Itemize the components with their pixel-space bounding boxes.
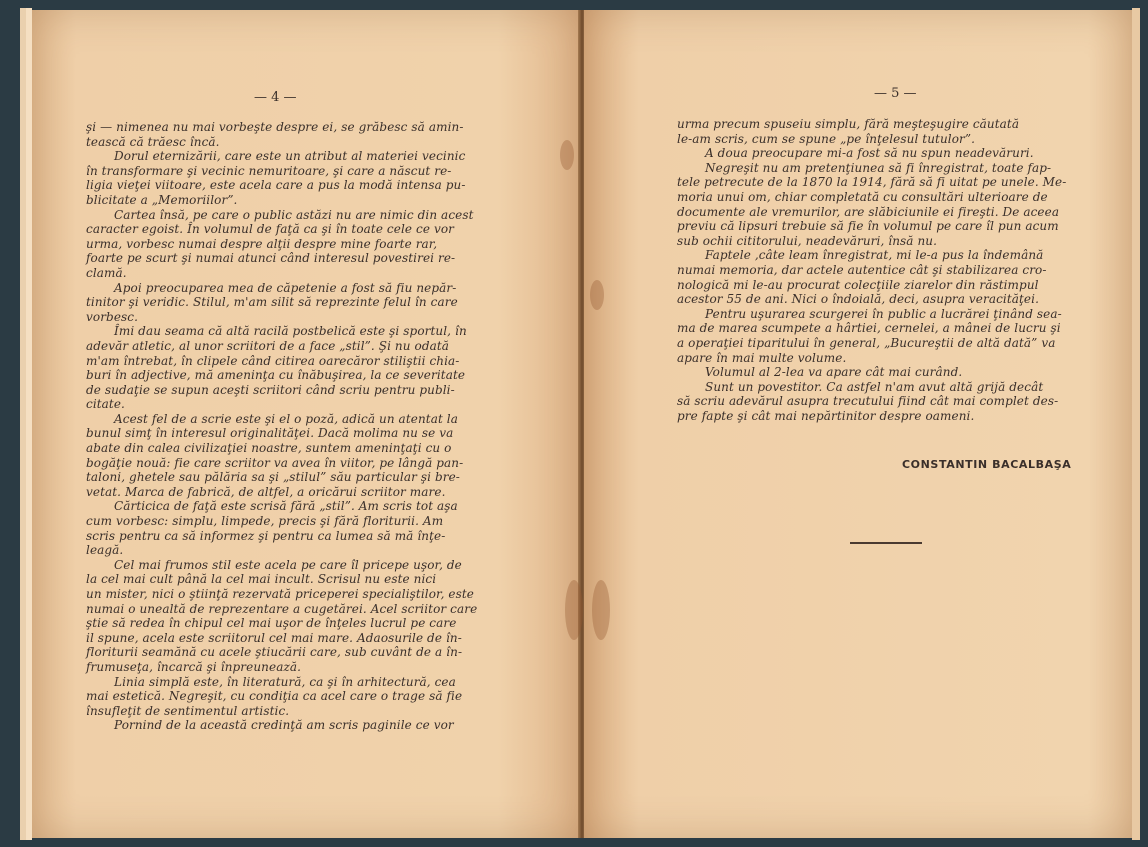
text-line: floriturii seamănă cu acele ştiucării care, sub cuvânt de a în- <box>86 645 463 660</box>
text-line: A doua preocupare mi-a fost să nu spun neadevăruri. <box>705 146 1034 161</box>
page-number-left: — 4 — <box>254 90 297 105</box>
left-page-text <box>86 120 526 733</box>
text-line: Dorul eternizării, care este un atribut al materiei vecinic <box>114 149 466 164</box>
text-line: cum vorbesc: simplu, limpede, precis şi fără floriturii. Am <box>86 514 444 529</box>
text-line: previu că lipsuri trebuie să fie în volumul pe care îl pun acum <box>677 219 1059 234</box>
text-line: citate. <box>86 397 125 412</box>
text-line: un mister, nici o ştiinţă rezervată priceperei specialiştilor, este <box>86 587 474 601</box>
text-line: il spune, acela este scriitorul cel mai mare. Adaosurile de în- <box>86 630 462 645</box>
text-line: vetat. Marca de fabrică, de altfel, a oricărui scriitor mare. <box>86 484 446 499</box>
text-line: însufleţit de sentimentul artistic. <box>86 703 290 718</box>
text-line: şi — nimenea nu mai vorbeşte despre ei, se grăbesc să amin- <box>86 120 464 134</box>
text-line: Linia simplă este, în literatură, ca şi în arhitectură, cea <box>114 674 456 689</box>
text-line: bunul simţ în interesul originalităţei. Dacă molima nu se va <box>86 426 454 441</box>
text-line: moria unui om, chiar completată cu consultări ulterioare de <box>677 189 1048 204</box>
left-page <box>32 10 580 838</box>
text-line: documente ale vremurilor, are slăbiciunile ei fireşti. De aceea <box>677 204 1060 219</box>
text-line: bogăţie nouă: fie care scriitor va avea în viitor, pe lângă pan- <box>86 455 464 470</box>
end-rule <box>850 542 922 544</box>
stain-mark <box>590 280 604 310</box>
right-page-text <box>677 117 1125 423</box>
text-line: clamă. <box>86 265 127 280</box>
text-line: frumuseţa, încarcă şi înpreunează. <box>86 659 302 674</box>
text-line: blicitate a „Memoriilor”. <box>86 192 238 207</box>
text-line: a operaţiei tiparitului în general, „Bucureştii de altă dată” va <box>677 335 1056 350</box>
text-line: să scriu adevărul asupra trecutului fiind cât mai complet des- <box>677 394 1059 409</box>
text-line: foarte pe scurt şi numai atunci când interesul povestirei re- <box>86 251 456 266</box>
text-line: Pentru uşurarea scurgerei în public a lucrărei ţinând sea- <box>705 306 1062 321</box>
page-number-right: — 5 — <box>874 86 917 101</box>
text-line: de sudaţie se supun aceşti scriitori când scriu pentru publi- <box>86 382 455 397</box>
text-line: Apoi preocuparea mea de căpetenie a fost să fiu nepăr- <box>114 280 457 295</box>
text-line: taloni, ghetele sau pălăria sa şi „stilul” său particular şi bre- <box>86 470 460 485</box>
text-line: adevăr atletic, al unor scriitori de a face „stil”. Şi nu odată <box>86 338 450 353</box>
text-line: sub ochii cititorului, neadevăruri, însă nu. <box>677 233 938 248</box>
text-line: numai o unealtă de reprezentare a cugetărei. Acel scriitor care <box>86 601 478 616</box>
text-line: abate din calea civilizaţiei noastre, suntem ameninţaţi cu o <box>86 441 452 456</box>
text-line: pre fapte şi cât mai nepărtinitor despre oameni. <box>677 408 975 423</box>
text-line: ligia vieţei viitoare, este acela care a pus la modă intensa pu- <box>86 178 466 193</box>
text-line: tele petrecute de la 1870 la 1914, fără să fi uitat pe unele. Me- <box>677 175 1067 190</box>
text-line: nologică mi le-au procurat colecţiile ziarelor din răstimpul <box>677 277 1039 292</box>
right-page <box>584 10 1132 838</box>
text-line: urma, vorbesc numai despre alţii despre mine foarte rar, <box>86 236 438 251</box>
text-line: vorbesc. <box>86 309 139 324</box>
text-line: la cel mai cult până la cel mai incult. Scrisul nu este nici <box>86 572 437 587</box>
text-line: acestor 55 de ani. Nici o îndoială, deci, asupra veracităţei. <box>677 292 1039 307</box>
text-line: tinitor şi veridic. Stilul, m'am silit să reprezinte felul în care <box>86 295 458 310</box>
text-line: numai memoria, dar actele autentice cât şi stabilizarea cro- <box>677 262 1047 277</box>
text-line: apare în mai multe volume. <box>677 350 847 365</box>
text-line: în transformare şi vecinic nemuritoare, şi care a născut re- <box>86 163 452 178</box>
text-line: caracter egoist. În volumul de faţă ca şi în toate cele ce vor <box>86 222 454 237</box>
binding-stain <box>592 580 610 640</box>
text-line: Pornind de la această credinţă am scris paginile ce vor <box>114 718 454 733</box>
text-line: buri în adjective, mă ameninţa cu înăbuşirea, la ce severitate <box>86 368 466 383</box>
text-line: Acest fel de a scrie este şi el o poză, adică un atentat la <box>114 411 458 426</box>
text-line: Faptele ,câte leam înregistrat, mi le-a pus la îndemână <box>705 248 1044 263</box>
stain-mark <box>560 140 574 170</box>
text-line: le-am scris, cum se spune „pe înţelesul tutulor”. <box>677 131 976 146</box>
text-line: Volumul al 2-lea va apare cât mai curând. <box>705 365 963 380</box>
text-line: m'am întrebat, în clipele când citirea oarecăror stiliştii chia- <box>86 353 460 368</box>
text-line: Cartea însă, pe care o public astăzi nu are nimic din acest <box>114 207 474 222</box>
text-line: urma precum spuseiu simplu, fără meşteşugire căutată <box>677 117 1020 131</box>
text-line: ştie să redea în chipul cel mai uşor de înţeles lucrul pe care <box>86 616 457 631</box>
binding-stain <box>565 580 583 640</box>
text-line: scris pentru ca să informez şi pentru ca lumea să mă înţe- <box>86 528 446 543</box>
text-line: Sunt un povestitor. Ca astfel n'am avut altă grijă decât <box>705 379 1044 394</box>
text-line: ma de marea scumpete a hârtiei, cernelei, a mânei de lucru şi <box>677 321 1061 336</box>
text-line: Îmi dau seama că altă racilă postbelică este şi sportul, în <box>114 324 467 339</box>
text-line: leagă. <box>86 543 124 558</box>
author-signature: CONSTANTIN BACALBAŞA <box>902 458 1072 471</box>
text-line: Cărticica de faţă este scrisă fără „stil”. Am scris tot aşa <box>114 499 458 514</box>
page-edges-right <box>1132 8 1140 840</box>
text-line: Cel mai frumos stil este acela pe care îl pricepe uşor, de <box>114 557 462 572</box>
text-line: tească că trăesc încă. <box>86 134 220 149</box>
text-line: mai estetică. Negreşit, cu condiţia ca acel care o trage să fie <box>86 689 463 704</box>
text-line: Negreşit nu am pretenţiunea să fi înregistrat, toate fap- <box>705 160 1052 175</box>
